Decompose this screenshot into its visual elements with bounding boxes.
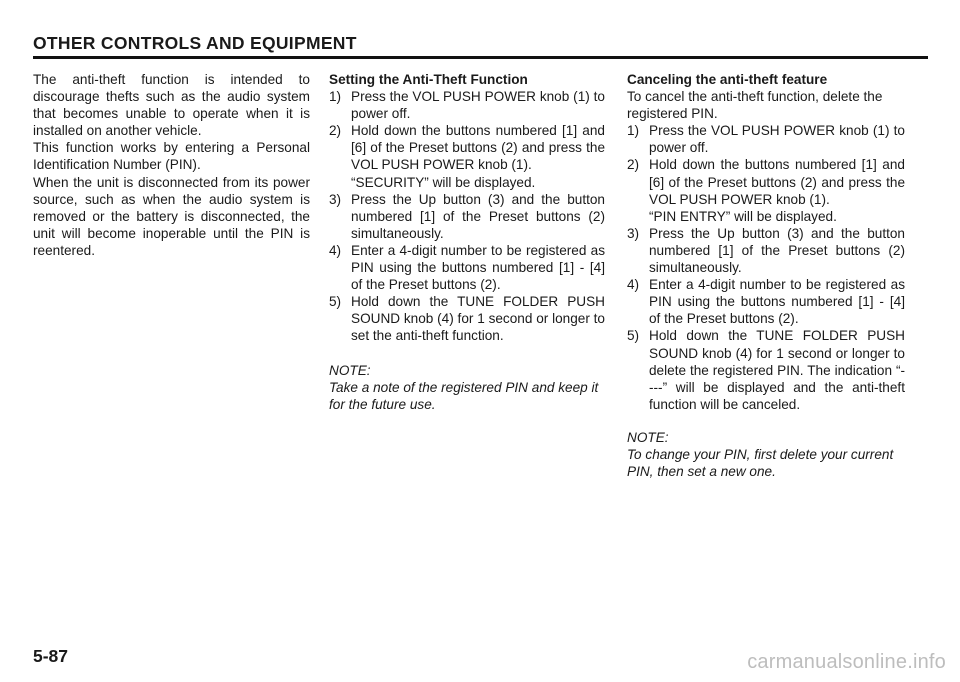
intro-paragraph-2: This function works by entering a Personal Identification Number (PIN). (33, 140, 310, 173)
canceling-column (627, 71, 905, 480)
step-text: Hold down the TUNE FOLDER PUSH SOUND knob (4) for 1 second or longer to delete the registered PIN. The indication “----” will be displayed and the anti-theft function will be canceled. (649, 328, 905, 412)
step-text-block (351, 122, 605, 190)
page-number: 5-87 (33, 646, 69, 666)
setting-step-1 (329, 88, 605, 122)
canceling-note-text: To change your PIN, first delete your current PIN, then set a new one. (627, 446, 894, 480)
step-text: Press the VOL PUSH POWER knob (1) to power off. (351, 89, 605, 122)
step-number: 3) (627, 225, 640, 241)
canceling-steps (627, 122, 905, 413)
page-title: OTHER CONTROLS AND EQUIPMENT (33, 33, 357, 53)
canceling-step-1 (627, 122, 905, 156)
step-number: 2) (329, 123, 342, 139)
canceling-step-2 (627, 156, 905, 224)
intro-paragraph-3: When the unit is disconnected from its power source, such as when the audio system is removed or the battery is disconnected, the unit will become inoperable until the PIN is reentered. (33, 174, 310, 258)
intro-paragraph-1: The anti-theft function is intended to discourage thefts such as the audio system that becomes unable to operate when it is installed on another vehicle. (33, 72, 310, 139)
watermark: carmanualsonline.info (747, 651, 946, 673)
step-text: Enter a 4-digit number to be registered as PIN using the buttons numbered [1] - [4] of the Preset buttons (2). (351, 242, 605, 293)
step-number: 4) (627, 277, 640, 293)
step-number: 1) (329, 89, 342, 105)
setting-note-text: Take a note of the registered PIN and keep it for the future use. (329, 379, 599, 412)
canceling-step-5 (627, 327, 905, 412)
setting-heading: Setting the Anti-Theft Function (329, 72, 528, 87)
step-text: Hold down the TUNE FOLDER PUSH SOUND knob (4) for 1 second or longer to set the anti-theft function. (351, 294, 605, 344)
canceling-step-3 (627, 225, 905, 276)
step-number: 1) (627, 123, 640, 139)
step-text-block (649, 156, 905, 224)
step-number: 5) (627, 328, 640, 344)
setting-note-label: NOTE: (329, 362, 371, 378)
setting-step-4 (329, 242, 605, 293)
step-text: Press the Up button (3) and the button numbered [1] of the Preset buttons (2) simultaneously. (351, 191, 605, 241)
step-text: Press the Up button (3) and the button numbered [1] of the Preset buttons (2) simultaneously. (649, 225, 905, 276)
step-display-message: “PIN ENTRY” will be displayed. (649, 208, 837, 224)
step-number: 3) (329, 191, 342, 207)
step-number: 2) (627, 157, 640, 173)
step-number: 5) (329, 294, 342, 310)
step-display-message: “SECURITY” will be displayed. (351, 174, 536, 190)
step-text: Hold down the buttons numbered [1] and [6] of the Preset buttons (2) and press the VOL PUSH POWER knob (1). (351, 123, 605, 173)
canceling-note-label: NOTE: (627, 429, 669, 445)
intro-column (33, 71, 310, 259)
header-divider (33, 56, 928, 59)
setting-step-3 (329, 191, 605, 242)
step-text: Enter a 4-digit number to be registered as PIN using the buttons numbered [1] - [4] of the Preset buttons (2). (649, 277, 905, 327)
step-text: Hold down the buttons numbered [1] and [6] of the Preset buttons (2) and press the VOL PUSH POWER knob (1). (649, 157, 905, 207)
step-text: Press the VOL PUSH POWER knob (1) to power off. (649, 123, 905, 156)
canceling-intro: To cancel the anti-theft function, delete the registered PIN. (627, 89, 883, 122)
setting-steps (329, 88, 605, 344)
canceling-heading: Canceling the anti-theft feature (627, 72, 828, 87)
setting-step-2 (329, 122, 605, 190)
step-number: 4) (329, 242, 342, 258)
canceling-step-4 (627, 276, 905, 327)
setting-step-5 (329, 293, 605, 344)
setting-column (329, 71, 605, 413)
